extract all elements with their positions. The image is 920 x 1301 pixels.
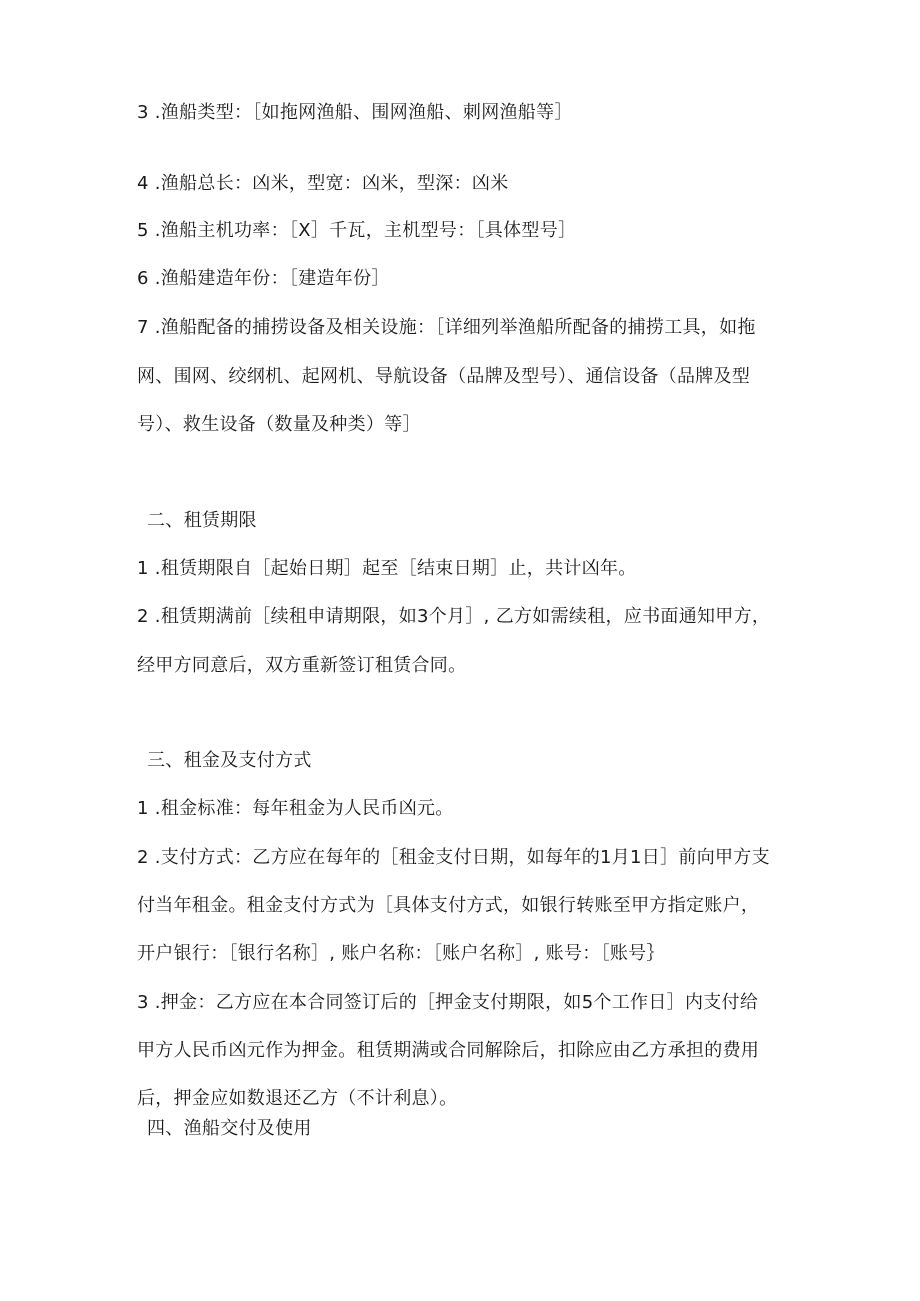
payment-line-3: 开户银行：［银行名称］, 账户名称：［账户名称］, 账号：［账号｝ — [137, 943, 665, 964]
engine-power-line: 5 .渔船主机功率：［X］千瓦，主机型号：［具体型号］ — [137, 220, 577, 241]
rent-standard-line: 1 .租金标准：每年租金为人民币凶元。 — [137, 798, 454, 819]
payment-line-2: 付当年租金。租金支付方式为［具体支付方式，如银行转账至甲方指定账户， — [137, 895, 760, 916]
renewal-line-1: 2 .租赁期满前［续租申请期限，如3个月］, 乙方如需续租，应书面通知甲方， — [137, 606, 771, 627]
build-year-line: 6 .渔船建造年份：［建造年份］ — [137, 268, 390, 289]
equipment-line-2: 网、围网、绞纲机、起网机、导航设备（品牌及型号）、通信设备（品牌及型 — [137, 366, 751, 387]
lease-term-line: 1 .租赁期限自［起始日期］起至［结束日期］止，共计凶年。 — [137, 558, 637, 579]
equipment-line-1: 7 .渔船配备的捕捞设备及相关设施：［详细列举渔船所配备的捕捞工具，如拖 — [137, 317, 756, 338]
renewal-line-2: 经甲方同意后，双方重新签订租赁合同。 — [137, 655, 467, 676]
deposit-line-1: 3 .押金：乙方应在本合同签订后的［押金支付期限，如5个工作日］内支付给 — [137, 992, 759, 1013]
deposit-line-3: 后，押金应如数退还乙方（不计利息）。 — [137, 1088, 458, 1109]
section-heading-lease-term: 二、租赁期限 — [147, 510, 257, 531]
section-heading-rent: 三、租金及支付方式 — [147, 750, 312, 771]
equipment-line-3: 号）、救生设备（数量及种类）等］ — [137, 414, 421, 435]
payment-line-1: 2 .支付方式：乙方应在每年的［租金支付日期，如每年的1月1日］前向甲方支 — [137, 847, 770, 868]
vessel-dimensions-line: 4 .渔船总长：凶米，型宽：凶米，型深：凶米 — [137, 173, 509, 194]
vessel-type-line: 3 .渔船类型：［如拖网渔船、围网渔船、刺网渔船等］ — [137, 102, 573, 123]
section-heading-delivery: 四、渔船交付及使用 — [147, 1118, 312, 1139]
deposit-line-2: 甲方人民币凶元作为押金。租赁期满或合同解除后，扣除应由乙方承担的费用 — [137, 1040, 760, 1061]
